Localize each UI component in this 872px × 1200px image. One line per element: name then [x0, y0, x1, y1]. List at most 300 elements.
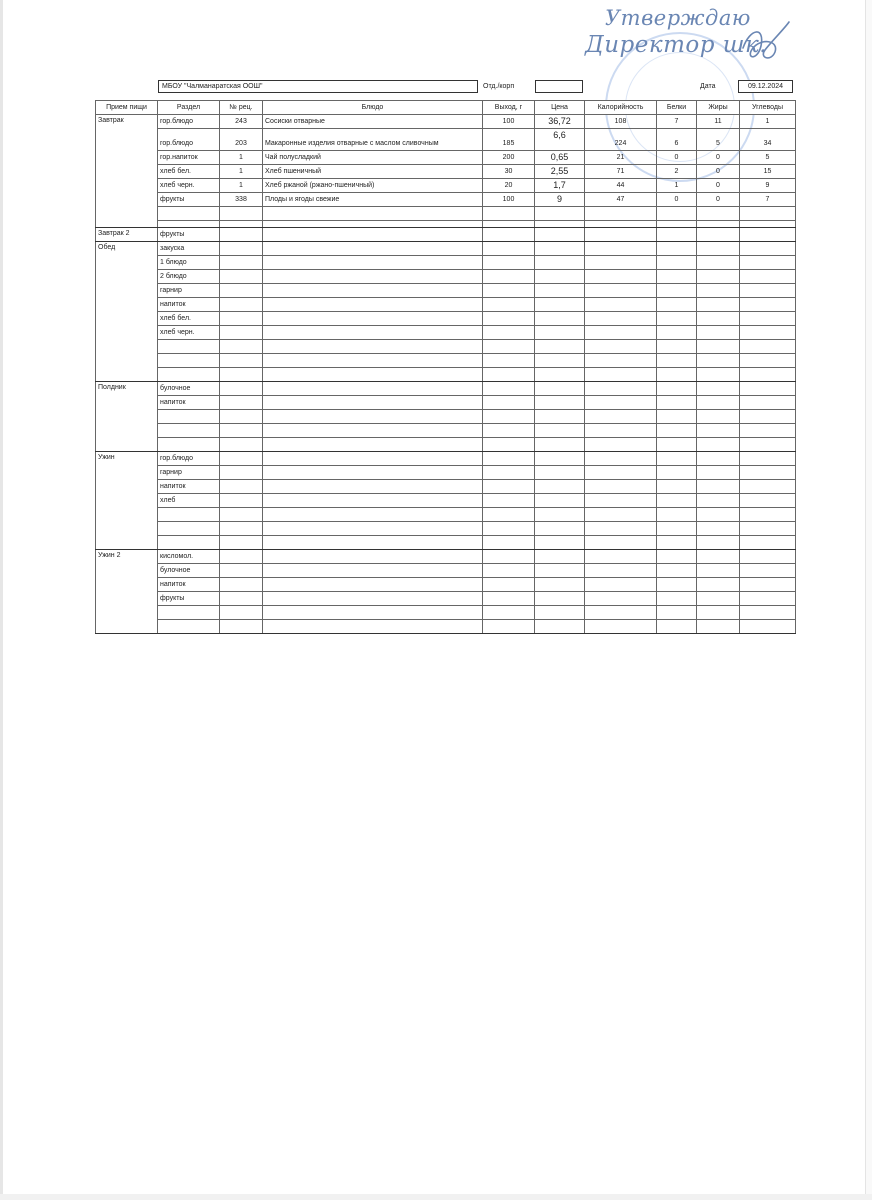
empty-cell [220, 256, 263, 270]
empty-cell [585, 242, 657, 256]
empty-cell [657, 284, 697, 298]
empty-cell [220, 606, 263, 620]
empty-cell [740, 508, 796, 522]
section-cell [158, 354, 220, 368]
section-cell [158, 438, 220, 452]
empty-cell [263, 256, 483, 270]
empty-cell [740, 270, 796, 284]
empty-cell [697, 592, 740, 606]
empty-cell [535, 508, 585, 522]
table-row [96, 312, 796, 326]
empty-cell [740, 452, 796, 466]
col-header: Цена [535, 101, 585, 115]
col-header: № рец. [220, 101, 263, 115]
empty-cell [535, 494, 585, 508]
empty-cell [263, 242, 483, 256]
empty-cell [263, 536, 483, 550]
empty-cell [483, 242, 535, 256]
empty-cell [220, 578, 263, 592]
fat-cell: 11 [697, 115, 740, 129]
empty-cell [535, 536, 585, 550]
date-label: Дата [700, 83, 716, 90]
empty-cell [585, 466, 657, 480]
empty-cell [220, 396, 263, 410]
col-header: Углеводы [740, 101, 796, 115]
empty-cell [263, 466, 483, 480]
empty-cell [697, 410, 740, 424]
kcal-cell: 21 [585, 151, 657, 165]
empty-cell [585, 298, 657, 312]
section-cell: гор.блюдо [158, 115, 220, 129]
section-cell [158, 340, 220, 354]
empty-cell [585, 410, 657, 424]
empty-cell [263, 438, 483, 452]
empty-cell [697, 242, 740, 256]
section-cell: напиток [158, 298, 220, 312]
table-row [96, 354, 796, 368]
empty-cell [263, 382, 483, 396]
col-header: Калорийность [585, 101, 657, 115]
col-header: Раздел [158, 101, 220, 115]
fat-cell: 0 [697, 179, 740, 193]
empty-cell [535, 480, 585, 494]
kcal-cell: 44 [585, 179, 657, 193]
empty-cell [483, 340, 535, 354]
empty-cell [483, 536, 535, 550]
empty-cell [657, 270, 697, 284]
section-cell: напиток [158, 480, 220, 494]
empty-cell [535, 312, 585, 326]
table-row [96, 410, 796, 424]
empty-cell [657, 466, 697, 480]
carbs-cell: 7 [740, 193, 796, 207]
handwritten-signature [735, 18, 795, 68]
table-row [96, 466, 796, 480]
empty-cell [483, 424, 535, 438]
empty-cell [585, 396, 657, 410]
empty-cell [740, 606, 796, 620]
empty-cell [263, 522, 483, 536]
empty-row [96, 207, 796, 221]
yield-cell: 185 [483, 129, 535, 151]
table-row [96, 438, 796, 452]
table-row [96, 620, 796, 634]
empty-cell [220, 368, 263, 382]
empty-cell [657, 368, 697, 382]
empty-cell [483, 550, 535, 564]
date-field: 09.12.2024 [738, 80, 793, 93]
price-cell: 1,7 [535, 179, 585, 193]
empty-cell [263, 508, 483, 522]
section-cell [158, 606, 220, 620]
section-cell: фрукты [158, 592, 220, 606]
empty-cell [483, 480, 535, 494]
yield-cell: 100 [483, 115, 535, 129]
empty-cell [535, 606, 585, 620]
menu-table [95, 100, 796, 634]
section-cell [158, 410, 220, 424]
empty-cell [263, 578, 483, 592]
section-cell: фрукты [158, 193, 220, 207]
empty-cell [740, 564, 796, 578]
empty-cell [657, 508, 697, 522]
dish-cell: Макаронные изделия отварные с маслом сливочным [263, 129, 483, 151]
empty-cell [740, 592, 796, 606]
empty-cell [483, 522, 535, 536]
empty-cell [697, 564, 740, 578]
empty-cell [697, 424, 740, 438]
empty-cell [483, 256, 535, 270]
empty-cell [657, 592, 697, 606]
meal-name: Полдник [96, 382, 158, 452]
table-row [96, 550, 796, 564]
empty-cell [263, 298, 483, 312]
empty-cell [697, 550, 740, 564]
empty-cell [220, 466, 263, 480]
empty-cell [740, 620, 796, 634]
empty-cell [535, 466, 585, 480]
empty-cell [740, 424, 796, 438]
price-cell: 9 [535, 193, 585, 207]
empty-cell [657, 550, 697, 564]
empty-cell [263, 354, 483, 368]
empty-cell [740, 354, 796, 368]
empty-cell [263, 606, 483, 620]
empty-cell [535, 564, 585, 578]
empty-cell [697, 480, 740, 494]
empty-cell [483, 466, 535, 480]
empty-cell [483, 368, 535, 382]
section-cell: кисломол. [158, 550, 220, 564]
empty-cell [535, 522, 585, 536]
approval-director: Директор шк. [585, 32, 768, 58]
table-row [96, 508, 796, 522]
empty-cell [535, 256, 585, 270]
empty-cell [535, 620, 585, 634]
empty-cell [535, 298, 585, 312]
fat-cell: 0 [697, 165, 740, 179]
empty-cell [263, 396, 483, 410]
empty-cell [740, 396, 796, 410]
empty-cell [657, 242, 697, 256]
empty-cell [657, 228, 697, 242]
empty-cell [220, 550, 263, 564]
price-cell: 6,6 [535, 129, 585, 151]
meal-name: Ужин [96, 452, 158, 550]
empty-cell [483, 298, 535, 312]
empty-cell [585, 312, 657, 326]
empty-cell [585, 284, 657, 298]
empty-cell [483, 410, 535, 424]
empty-cell [697, 228, 740, 242]
empty-cell [657, 480, 697, 494]
recipe-cell: 243 [220, 115, 263, 129]
empty-cell [585, 522, 657, 536]
empty-cell [220, 620, 263, 634]
section-cell: напиток [158, 396, 220, 410]
empty-cell [657, 354, 697, 368]
empty-cell [220, 522, 263, 536]
empty-cell [263, 312, 483, 326]
table-header-row [96, 101, 796, 115]
empty-cell [535, 326, 585, 340]
empty-cell [263, 410, 483, 424]
empty-cell [483, 578, 535, 592]
empty-cell [740, 438, 796, 452]
empty-cell [740, 550, 796, 564]
meal-name: Обед [96, 242, 158, 382]
empty-cell [585, 494, 657, 508]
recipe-cell: 338 [220, 193, 263, 207]
carbs-cell: 15 [740, 165, 796, 179]
table-row [96, 115, 796, 129]
empty-cell [697, 452, 740, 466]
table-row [96, 452, 796, 466]
section-cell: гарнир [158, 284, 220, 298]
empty-cell [535, 550, 585, 564]
carbs-cell: 5 [740, 151, 796, 165]
empty-cell [483, 382, 535, 396]
empty-cell [585, 340, 657, 354]
empty-cell [535, 368, 585, 382]
empty-cell [483, 564, 535, 578]
meal-name: Ужин 2 [96, 550, 158, 634]
empty-cell [697, 508, 740, 522]
section-cell: закуска [158, 242, 220, 256]
table-row [96, 179, 796, 193]
empty-cell [585, 508, 657, 522]
empty-cell [740, 284, 796, 298]
empty-cell [657, 424, 697, 438]
empty-cell [585, 452, 657, 466]
dish-cell: Плоды и ягоды свежие [263, 193, 483, 207]
empty-cell [585, 578, 657, 592]
section-cell: 1 блюдо [158, 256, 220, 270]
empty-row [96, 221, 796, 228]
empty-cell [220, 536, 263, 550]
empty-cell [585, 368, 657, 382]
empty-cell [220, 340, 263, 354]
table-row [96, 536, 796, 550]
empty-cell [220, 382, 263, 396]
dish-cell: Хлеб пшеничный [263, 165, 483, 179]
table-row [96, 165, 796, 179]
empty-cell [697, 522, 740, 536]
recipe-cell: 1 [220, 165, 263, 179]
dept-label: Отд./корп [483, 83, 515, 90]
empty-cell [483, 326, 535, 340]
empty-cell [657, 536, 697, 550]
empty-cell [740, 340, 796, 354]
recipe-cell: 1 [220, 151, 263, 165]
empty-cell [657, 340, 697, 354]
empty-cell [697, 578, 740, 592]
empty-cell [483, 396, 535, 410]
empty-cell [585, 424, 657, 438]
empty-cell [585, 550, 657, 564]
section-cell: булочное [158, 382, 220, 396]
empty-cell [263, 480, 483, 494]
empty-cell [263, 564, 483, 578]
empty-cell [585, 592, 657, 606]
empty-cell [535, 424, 585, 438]
empty-cell [483, 494, 535, 508]
carbs-cell: 34 [740, 129, 796, 151]
fat-cell: 0 [697, 193, 740, 207]
table-row [96, 284, 796, 298]
empty-cell [740, 382, 796, 396]
empty-cell [263, 550, 483, 564]
empty-cell [657, 494, 697, 508]
section-cell [158, 368, 220, 382]
dish-cell: Хлеб ржаной (ржано-пшеничный) [263, 179, 483, 193]
empty-cell [697, 312, 740, 326]
empty-cell [535, 396, 585, 410]
empty-cell [697, 326, 740, 340]
section-cell: хлеб черн. [158, 179, 220, 193]
empty-cell [483, 228, 535, 242]
empty-cell [697, 438, 740, 452]
empty-cell [740, 494, 796, 508]
table-row [96, 578, 796, 592]
empty-cell [535, 382, 585, 396]
recipe-cell: 1 [220, 179, 263, 193]
kcal-cell: 71 [585, 165, 657, 179]
price-cell: 2,55 [535, 165, 585, 179]
empty-cell [697, 620, 740, 634]
empty-cell [585, 228, 657, 242]
price-cell: 36,72 [535, 115, 585, 129]
empty-cell [697, 606, 740, 620]
empty-cell [535, 354, 585, 368]
section-cell: 2 блюдо [158, 270, 220, 284]
section-cell [158, 522, 220, 536]
empty-cell [220, 312, 263, 326]
empty-cell [483, 606, 535, 620]
empty-cell [697, 354, 740, 368]
section-cell: гарнир [158, 466, 220, 480]
empty-cell [697, 284, 740, 298]
empty-cell [740, 256, 796, 270]
protein-cell: 0 [657, 193, 697, 207]
empty-cell [740, 242, 796, 256]
empty-cell [740, 326, 796, 340]
empty-cell [697, 298, 740, 312]
empty-cell [657, 606, 697, 620]
empty-cell [263, 326, 483, 340]
empty-cell [740, 536, 796, 550]
col-header: Блюдо [263, 101, 483, 115]
empty-cell [220, 410, 263, 424]
empty-cell [483, 620, 535, 634]
table-row [96, 129, 796, 151]
empty-cell [697, 494, 740, 508]
carbs-cell: 1 [740, 115, 796, 129]
table-row [96, 242, 796, 256]
empty-cell [220, 592, 263, 606]
empty-cell [220, 270, 263, 284]
empty-cell [535, 340, 585, 354]
empty-cell [263, 494, 483, 508]
empty-cell [697, 368, 740, 382]
dept-field [535, 80, 583, 93]
empty-cell [657, 564, 697, 578]
section-cell: гор.блюдо [158, 129, 220, 151]
empty-cell [535, 452, 585, 466]
empty-cell [535, 270, 585, 284]
empty-cell [585, 270, 657, 284]
empty-cell [220, 494, 263, 508]
protein-cell: 6 [657, 129, 697, 151]
empty-cell [697, 536, 740, 550]
col-header: Белки [657, 101, 697, 115]
empty-cell [535, 242, 585, 256]
empty-cell [220, 508, 263, 522]
school-name-field: МБОУ "Чалманаратская ООШ" [158, 80, 478, 93]
empty-cell [535, 228, 585, 242]
section-cell: напиток [158, 578, 220, 592]
empty-cell [657, 312, 697, 326]
protein-cell: 1 [657, 179, 697, 193]
section-cell: гор.блюдо [158, 452, 220, 466]
empty-cell [657, 438, 697, 452]
empty-cell [585, 536, 657, 550]
empty-cell [263, 340, 483, 354]
empty-cell [220, 480, 263, 494]
table-row [96, 396, 796, 410]
table-row [96, 340, 796, 354]
empty-cell [483, 508, 535, 522]
empty-cell [220, 298, 263, 312]
empty-cell [483, 438, 535, 452]
empty-cell [263, 368, 483, 382]
carbs-cell: 9 [740, 179, 796, 193]
empty-cell [740, 298, 796, 312]
empty-cell [740, 312, 796, 326]
table-row [96, 270, 796, 284]
table-row [96, 382, 796, 396]
table-row [96, 522, 796, 536]
empty-cell [263, 424, 483, 438]
empty-cell [220, 452, 263, 466]
empty-cell [483, 452, 535, 466]
protein-cell: 0 [657, 151, 697, 165]
empty-cell [657, 620, 697, 634]
section-cell: хлеб черн. [158, 326, 220, 340]
table-row [96, 564, 796, 578]
table-row [96, 256, 796, 270]
empty-cell [220, 228, 263, 242]
empty-cell [740, 522, 796, 536]
kcal-cell: 108 [585, 115, 657, 129]
empty-cell [263, 620, 483, 634]
section-cell [158, 508, 220, 522]
empty-cell [535, 578, 585, 592]
empty-cell [263, 592, 483, 606]
col-header: Жиры [697, 101, 740, 115]
empty-cell [483, 284, 535, 298]
empty-cell [263, 284, 483, 298]
empty-cell [585, 606, 657, 620]
table-row [96, 368, 796, 382]
yield-cell: 100 [483, 193, 535, 207]
meal-name: Завтрак 2 [96, 228, 158, 242]
empty-cell [740, 466, 796, 480]
empty-cell [220, 354, 263, 368]
empty-cell [697, 466, 740, 480]
fat-cell: 5 [697, 129, 740, 151]
price-cell: 0,65 [535, 151, 585, 165]
